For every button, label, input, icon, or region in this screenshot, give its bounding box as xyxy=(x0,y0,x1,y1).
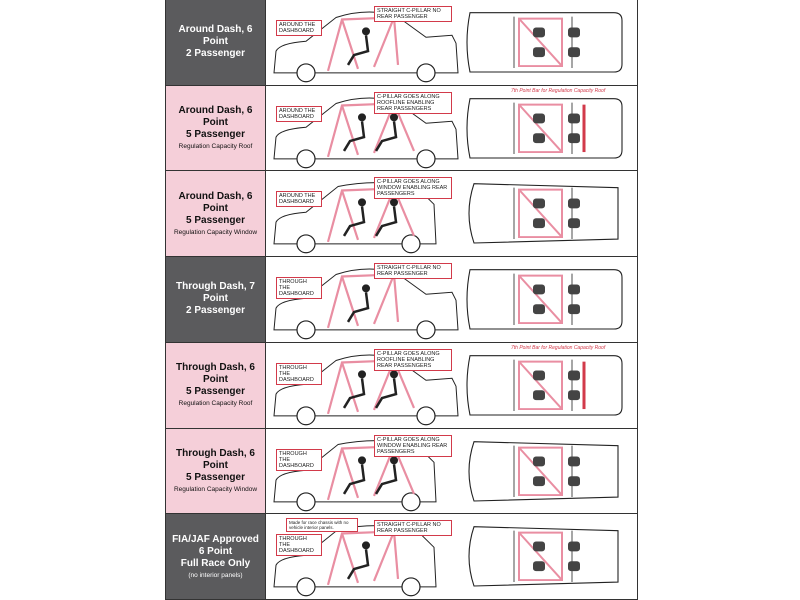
c-pillar-callout: C-PILLAR GOES ALONG WINDOW ENABLING REAR PASSENGERS xyxy=(374,435,452,457)
top-view-car xyxy=(469,441,618,500)
cage-option-row xyxy=(166,171,637,257)
row-illustration xyxy=(266,429,637,514)
cage-option-row xyxy=(166,429,637,515)
c-pillar-callout: STRAIGHT C-PILLAR NO REAR PASSENGER xyxy=(374,263,452,279)
seat-top xyxy=(568,199,580,209)
seat-top xyxy=(568,133,580,143)
seat-top xyxy=(533,390,545,400)
seat-top xyxy=(533,285,545,295)
row-label xyxy=(166,171,266,256)
row-label xyxy=(166,257,266,342)
front-wheel xyxy=(297,493,315,511)
row-label xyxy=(166,0,266,85)
occupant-head xyxy=(390,456,398,464)
top-view-car xyxy=(467,356,622,415)
cage-option-row xyxy=(166,343,637,429)
row-title: Around Dash, 6 Point 5 Passenger xyxy=(178,190,253,226)
seat-top xyxy=(533,133,545,143)
front-wheel xyxy=(297,235,315,253)
occupant-head xyxy=(362,27,370,35)
dashboard-callout: AROUND THE DASHBOARD xyxy=(276,106,322,122)
dashboard-callout: THROUGH THE DASHBOARD xyxy=(276,277,322,299)
seat-top xyxy=(533,219,545,229)
occupant-head xyxy=(358,456,366,464)
front-wheel xyxy=(297,578,315,596)
top-view-car xyxy=(469,527,618,586)
seat-top xyxy=(533,542,545,552)
row-illustration xyxy=(266,86,637,171)
row-illustration xyxy=(266,257,637,342)
row-label xyxy=(166,514,266,599)
row-title: Around Dash, 6 Point 5 Passenger xyxy=(178,105,253,141)
row-title: Through Dash, 7 Point 2 Passenger xyxy=(176,281,255,317)
rear-wheel xyxy=(417,407,435,425)
front-wheel xyxy=(297,407,315,425)
seat-top xyxy=(533,456,545,466)
dashboard-callout: THROUGH THE DASHBOARD xyxy=(276,534,322,556)
seventh-point-note: 7th Point Bar for Regulation Capacity Roof xyxy=(511,344,606,351)
race-chassis-note: Made for race chassis with no vehicle interior panels. xyxy=(286,518,358,532)
front-wheel xyxy=(297,150,315,168)
car-top-outline xyxy=(467,98,622,157)
rear-wheel xyxy=(402,493,420,511)
row-label xyxy=(166,86,266,171)
seat-top xyxy=(533,199,545,209)
top-view-car xyxy=(469,184,618,243)
occupant-head xyxy=(358,370,366,378)
roll-cage-comparison-chart xyxy=(165,0,638,600)
seat-top xyxy=(533,476,545,486)
seat-top xyxy=(533,47,545,57)
seat-top xyxy=(568,113,580,123)
row-subtitle: (no interior panels) xyxy=(188,571,243,579)
seat-top xyxy=(568,562,580,572)
row-subtitle: Regulation Capacity Window xyxy=(173,228,258,236)
top-view-car xyxy=(467,270,622,329)
rear-wheel xyxy=(417,321,435,339)
c-pillar-callout: C-PILLAR GOES ALONG WINDOW ENABLING REAR PASSENGERS xyxy=(374,177,452,199)
seat-top xyxy=(533,562,545,572)
dashboard-callout: AROUND THE DASHBOARD xyxy=(276,191,322,207)
c-pillar-callout: STRAIGHT C-PILLAR NO REAR PASSENGER xyxy=(374,6,452,22)
top-view-car xyxy=(467,98,622,157)
occupant-head xyxy=(362,285,370,293)
dashboard-callout: AROUND THE DASHBOARD xyxy=(276,20,322,36)
row-illustration xyxy=(266,0,637,85)
rear-wheel xyxy=(402,235,420,253)
row-illustration xyxy=(266,343,637,428)
occupant-head xyxy=(358,199,366,207)
front-wheel xyxy=(297,321,315,339)
car-top-outline xyxy=(469,184,618,243)
occupant-head xyxy=(390,113,398,121)
c-pillar-callout: STRAIGHT C-PILLAR NO REAR PASSENGER xyxy=(374,520,452,536)
row-subtitle: Regulation Capacity Roof xyxy=(178,143,253,151)
seat-top xyxy=(568,456,580,466)
row-label xyxy=(166,343,266,428)
seat-top xyxy=(568,285,580,295)
seat-top xyxy=(533,304,545,314)
seat-top xyxy=(568,28,580,38)
row-label xyxy=(166,429,266,514)
cage-option-row xyxy=(166,514,637,600)
seat-top xyxy=(568,476,580,486)
car-top-outline xyxy=(467,270,622,329)
seat-top xyxy=(533,28,545,38)
row-subtitle: Regulation Capacity Window xyxy=(173,485,258,493)
c-pillar-callout: C-PILLAR GOES ALONG ROOFLINE ENABLING REAR PASSENGERS xyxy=(374,349,452,371)
row-title: Around Dash, 6 Point 2 Passenger xyxy=(178,24,253,60)
row-title: FIA/JAF Approved 6 Point Full Race Only xyxy=(172,533,259,569)
dashboard-callout: THROUGH THE DASHBOARD xyxy=(276,363,322,385)
seat-top xyxy=(568,542,580,552)
cage-option-row xyxy=(166,86,637,172)
seat-top xyxy=(533,370,545,380)
front-wheel xyxy=(297,64,315,82)
seat-top xyxy=(568,219,580,229)
occupant-head xyxy=(390,370,398,378)
cage-option-row xyxy=(166,0,637,86)
car-top-outline xyxy=(469,527,618,586)
row-title: Through Dash, 6 Point 5 Passenger xyxy=(176,447,255,483)
seventh-point-note: 7th Point Bar for Regulation Capacity Roof xyxy=(511,87,606,94)
occupant-head xyxy=(358,113,366,121)
car-top-outline xyxy=(469,441,618,500)
cage-option-row xyxy=(166,257,637,343)
row-subtitle: Regulation Capacity Roof xyxy=(178,400,253,408)
top-view-car xyxy=(467,13,622,72)
rear-wheel xyxy=(417,150,435,168)
seat-top xyxy=(568,370,580,380)
row-illustration xyxy=(266,514,637,599)
rear-wheel xyxy=(402,578,420,596)
occupant-head xyxy=(390,199,398,207)
rear-wheel xyxy=(417,64,435,82)
occupant-head xyxy=(362,542,370,550)
row-title: Through Dash, 6 Point 5 Passenger xyxy=(176,362,255,398)
seat-top xyxy=(568,304,580,314)
c-pillar-callout: C-PILLAR GOES ALONG ROOFLINE ENABLING REAR PASSENGERS xyxy=(374,92,452,114)
dashboard-callout: THROUGH THE DASHBOARD xyxy=(276,449,322,471)
car-top-outline xyxy=(467,356,622,415)
seat-top xyxy=(568,47,580,57)
seat-top xyxy=(533,113,545,123)
seat-top xyxy=(568,390,580,400)
row-illustration xyxy=(266,171,637,256)
car-top-outline xyxy=(467,13,622,72)
